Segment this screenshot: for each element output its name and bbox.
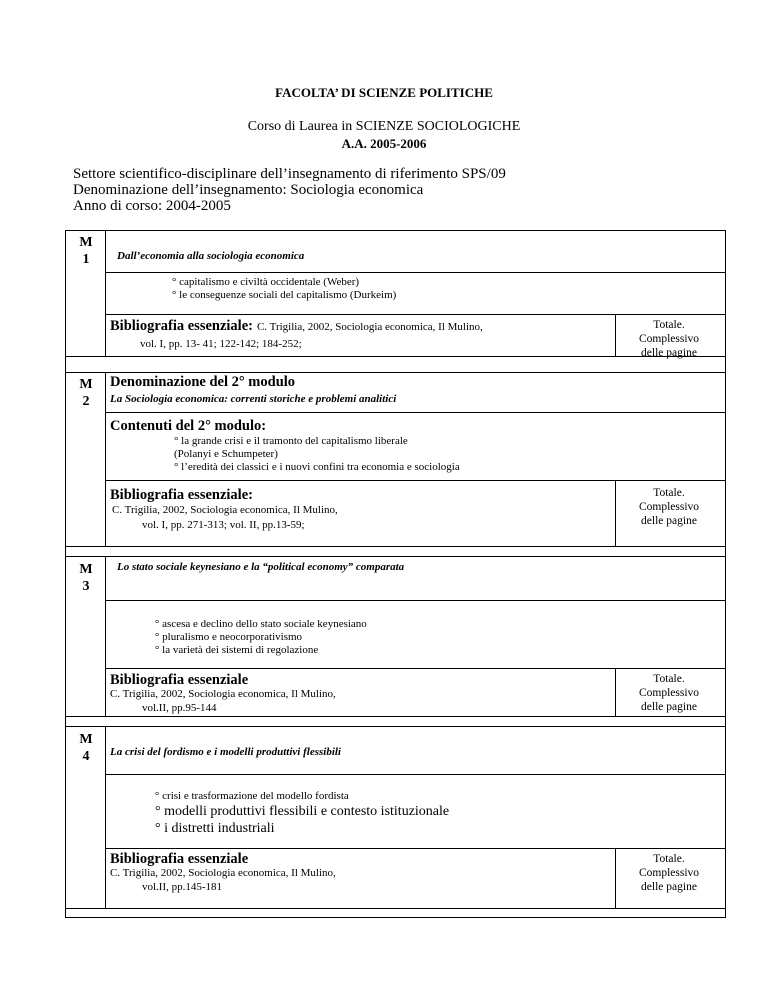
module-4-totale: Totale. Complessivo delle pagine (638, 853, 700, 893)
module-3-label: M 3 (79, 562, 93, 594)
module-2-heading: Denominazione del 2° modulo (110, 374, 296, 390)
anno-line: Anno di corso: 2004-2005 (73, 198, 231, 214)
module-4-label: M 4 (79, 732, 93, 764)
module-2-contents-heading: Contenuti del 2° modulo: (110, 418, 267, 434)
module-4-contents: ° crisi e trasformazione del modello fordista ° modelli produttivi flessibili e contesto istituzionale ° i distretti industriali (155, 790, 450, 836)
module-3-title: Lo stato sociale keynesiano e la “political economy” comparata (117, 561, 405, 573)
module-3-totale: Totale. Complessivo delle pagine (638, 673, 700, 713)
module-3-contents: ° ascesa e declino dello stato sociale keynesiano ° pluralismo e neocorporativismo ° la varietà dei sistemi di regolazione (155, 618, 367, 656)
module-4-title: La crisi del fordismo e i modelli produttivi flessibili (110, 746, 341, 758)
module-2-label: M 2 (79, 377, 93, 409)
course-name: Corso di Laurea in SCIENZE SOCIOLOGICHE (247, 119, 521, 134)
module-2-title: La Sociologia economica: correnti storiche e problemi analitici (110, 393, 397, 405)
module-2-bibliography: Bibliografia essenziale: C. Trigilia, 2002, Sociologia economica, Il Mulino, vol. I, pp. 271-313; vol. II, pp.13-59; (110, 487, 338, 531)
settore-line: Settore scientifico-disciplinare dell’insegnamento di riferimento SPS/09 (73, 166, 506, 182)
module-1-bibliography: Bibliografia essenziale: C. Trigilia, 2002, Sociologia economica, Il Mulino, vol. I, pp. 13- 41; 122-142; 184-252; (110, 318, 483, 350)
faculty-title: FACOLTA’ DI SCIENZE POLITICHE (275, 85, 493, 100)
module-1-title: Dall’economia alla sociologia economica (117, 250, 305, 262)
module-3-bibliography: Bibliografia essenziale C. Trigilia, 2002, Sociologia economica, Il Mulino, vol.II, pp.95-144 (110, 672, 336, 714)
module-2-totale: Totale. Complessivo delle pagine (638, 487, 700, 527)
academic-year: A.A. 2005-2006 (341, 136, 427, 151)
module-1-label: M 1 (79, 235, 93, 267)
denominazione-line: Denominazione dell’insegnamento: Sociologia economica (73, 182, 424, 198)
module-1-totale: Totale. Complessivo delle pagine (638, 319, 700, 359)
module-4-bibliography: Bibliografia essenziale C. Trigilia, 2002, Sociologia economica, Il Mulino, vol.II, pp.145-181 (110, 851, 336, 893)
module-2-contents: ° la grande crisi e il tramonto del capitalismo liberale (Polanyi e Schumpeter) ° l’eredità dei classici e i nuovi confini tra economia e sociologia (174, 435, 460, 473)
module-1-contents: ° capitalismo e civiltà occidentale (Weber) ° le conseguenze sociali del capitalismo (Durkeim) (172, 276, 397, 301)
